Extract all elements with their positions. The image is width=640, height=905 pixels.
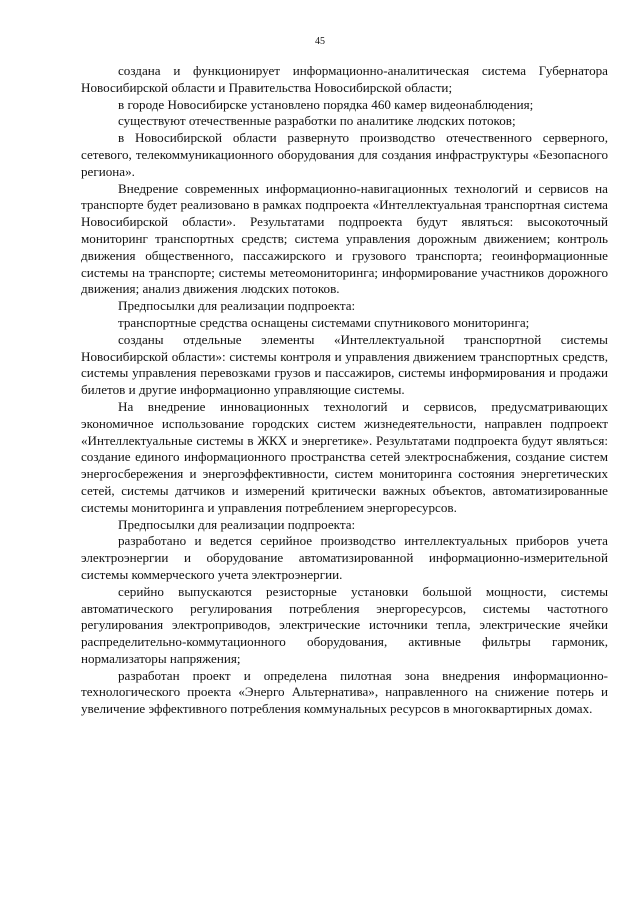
paragraph: На внедрение инновационных технологий и сервисов, предусматривающих экономичное использование городских систем жизнедеятельности, направлен подпроект «Интеллектуальные системы в ЖКХ и энергетике». Результатами подпроекта будут являться: создание единого информационного пространства сетей электроснабжения, создание систем энергосбережения и энергоэффективности, систем мониторинга состояния энергетических сетей, системы датчиков и измерений критически важных объектов, автоматизированные системы мониторинга и управления потреблением энергоресурсов.	[81, 398, 608, 515]
document-body	[81, 63, 608, 718]
paragraph: в Новосибирской области развернуто производство отечественного серверного, сетевого, телекоммуникационного оборудования для создания инфраструктуры «Безопасного региона».	[81, 130, 608, 179]
paragraph: разработан проект и определена пилотная зона внедрения информационно-технологического проекта «Энерго Альтернатива», направленного на снижение потерь и увеличение эффективного потребления коммунальных ресурсов в многоквартирных домах.	[81, 667, 608, 717]
paragraph: Предпосылки для реализации подпроекта:	[118, 298, 356, 314]
page-number: 45	[315, 36, 325, 47]
paragraph: разработано и ведется серийное производство интеллектуальных приборов учета электроэнергии и оборудование автоматизированной информационно-измерительной системы коммерческого учета электроэнергии.	[81, 533, 608, 582]
paragraph: в городе Новосибирске установлено порядка 460 камер видеонаблюдения;	[118, 96, 534, 112]
paragraph: Предпосылки для реализации подпроекта:	[118, 516, 356, 532]
paragraph: Внедрение современных информационно-навигационных технологий и сервисов на транспорте будет реализовано в рамках подпроекта «Интеллектуальная транспортная система Новосибирской области». Результатами подпроекта будут являться: высокоточный мониторинг транспортных средств; система управления дорожным движением; контроль движения общественного, пассажирского и грузового транспорта; геоинформационные системы на транспорте; системы метеомониторинга; информирование участников дорожного движения; анализ движения людских потоков.	[81, 180, 608, 297]
paragraph: создана и функционирует информационно-аналитическая система Губернатора Новосибирской области и Правительства Новосибирской области;	[81, 63, 608, 95]
paragraph: существуют отечественные разработки по аналитике людских потоков;	[118, 113, 516, 129]
paragraph: транспортные средства оснащены системами спутникового мониторинга;	[118, 314, 530, 330]
paragraph: созданы отдельные элементы «Интеллектуальной транспортной системы Новосибирской области»: системы контроля и управления движением транспортных средств, системы управления перевозками грузов и пассажиров, системы информирования и продажи билетов и другие информационно управляющие системы.	[81, 331, 608, 398]
paragraph: серийно выпускаются резисторные установки большой мощности, системы автоматического регулирования потребления энергоресурсов, системы частотного регулирования электроприводов, электрические источники тепла, электрические ячейки распределительно-коммутационного оборудования, активные фильтры гармоник, нормализаторы напряжения;	[81, 583, 608, 666]
